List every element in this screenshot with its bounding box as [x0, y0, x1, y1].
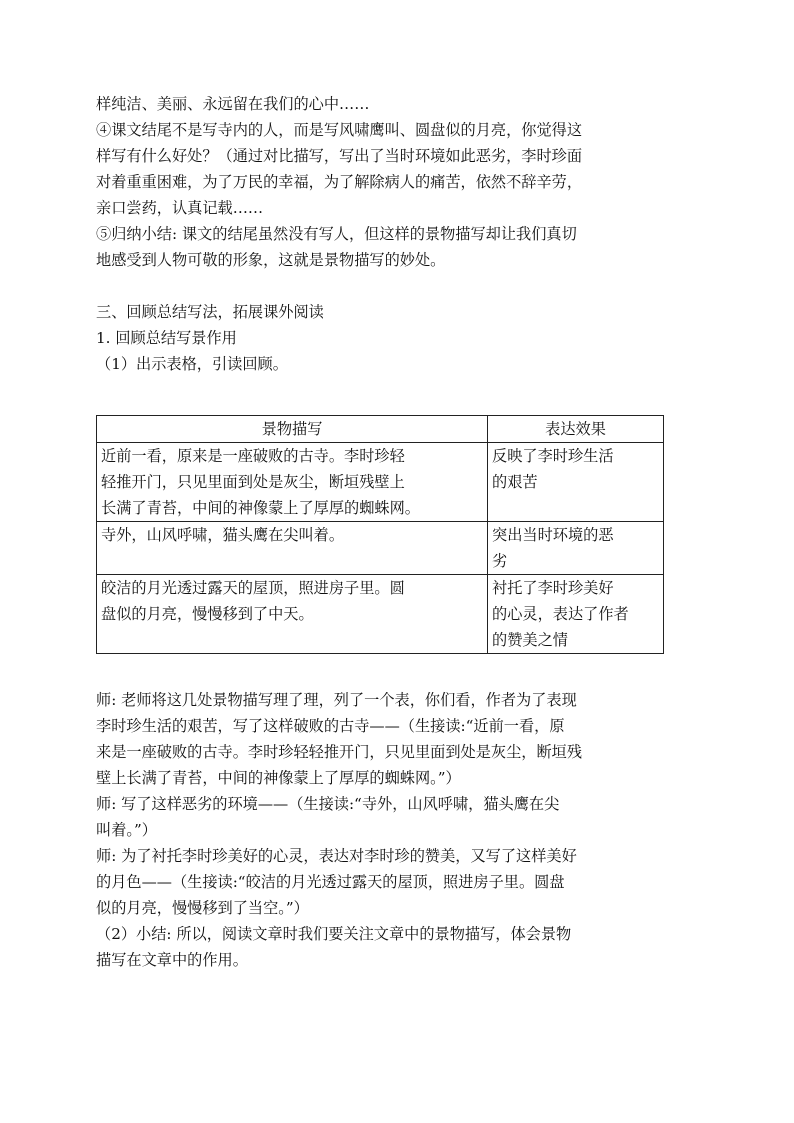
cell-line: 衬托了李时珍美好: [492, 579, 614, 597]
section-heading: 三、回顾总结写法，拓展课外阅读: [96, 303, 324, 321]
text-line: 师: 老师将这几处景物描写理了理，列了一个表，你们看，作者为了表现: [96, 691, 577, 709]
column-header: 景物描写: [97, 416, 488, 443]
cell-line: 盘似的月亮，慢慢移到了中天。: [101, 605, 314, 623]
text-line: ⑤归纳小结: 课文的结尾虽然没有写人，但这样的景物描写却让我们真切: [96, 225, 577, 243]
cell-line: 皎洁的月光透过露天的屋顶，照进房子里。圆: [101, 579, 405, 597]
text-line: 亲口尝药，认真记载……: [96, 199, 264, 217]
desc-cell: [97, 575, 488, 654]
cell-line: 近前一看，原来是一座破败的古寺。李时珍轻: [101, 447, 405, 465]
text-line: 样写有什么好处？（通过对比描写，写出了当时环境如此恶劣，李时珍面: [96, 147, 582, 165]
text-line: ④课文结尾不是写寺内的人，而是写风啸鹰叫、圆盘似的月亮，你觉得这: [96, 121, 582, 139]
text-line: 壁上长满了青苔，中间的神像蒙上了厚厚的蜘蛛网。”）: [96, 769, 461, 787]
cell-line: 反映了李时珍生活: [492, 447, 614, 465]
text-line: 似的月亮，慢慢移到了当空。”）: [96, 899, 309, 917]
cell-line: 长满了青苔，中间的神像蒙上了厚厚的蜘蛛网。: [101, 499, 420, 517]
cell-line: 轻推开门，只见里面到处是灰尘，断垣残壁上: [101, 473, 405, 491]
cell-line: 突出当时环境的恶: [492, 526, 614, 544]
text-line: 师: 为了衬托李时珍美好的心灵，表达对李时珍的赞美，又写了这样美好: [96, 847, 577, 865]
table-row: [97, 522, 664, 575]
text-line: 对着重重困难，为了万民的幸福，为了解除病人的痛苦，依然不辞辛劳，: [96, 173, 582, 191]
text-line: 描写在文章中的作用。: [96, 951, 248, 969]
text-line: 的月色——（生接读:“皎洁的月光透过露天的屋顶，照进房子里。圆盘: [96, 873, 565, 891]
dialogue-section: [96, 687, 700, 973]
document-body: [96, 91, 700, 377]
cell-line: 的赞美之情: [492, 631, 568, 649]
scene-description-table: [96, 415, 664, 654]
text-line: 师: 写了这样恶劣的环境——（生接读:“寺外，山风呼啸，猫头鹰在尖: [96, 795, 560, 813]
step-text: （1）出示表格，引读回顾。: [96, 355, 288, 373]
desc-cell: [97, 522, 488, 575]
effect-cell: [488, 443, 664, 522]
column-header: 表达效果: [488, 416, 664, 443]
text-line: 样纯洁、美丽、永远留在我们的心中……: [96, 95, 370, 113]
text-line: 李时珍生活的艰苦，写了这样破败的古寺——（生接读:“近前一看，原: [96, 717, 565, 735]
sub-heading: 1. 回顾总结写景作用: [96, 329, 237, 347]
text-line: （2）小结: 所以，阅读文章时我们要关注文章中的景物描写，体会景物: [96, 925, 572, 943]
table-row: [97, 443, 664, 522]
cell-line: 的心灵，表达了作者: [492, 605, 629, 623]
cell-line: 劣: [492, 552, 508, 570]
cell-line: 寺外，山风呼啸，猫头鹰在尖叫着。: [101, 526, 344, 544]
text-line: 叫着。”）: [96, 821, 157, 839]
effect-cell: [488, 575, 664, 654]
effect-cell: [488, 522, 664, 575]
desc-cell: [97, 443, 488, 522]
table-row: [97, 575, 664, 654]
table-header-row: [97, 416, 664, 443]
text-line: 来是一座破败的古寺。李时珍轻轻推开门，只见里面到处是灰尘，断垣残: [96, 743, 582, 761]
text-line: 地感受到人物可敬的形象，这就是景物描写的妙处。: [96, 251, 446, 269]
spacer: [96, 273, 700, 299]
cell-line: 的艰苦: [492, 473, 538, 491]
